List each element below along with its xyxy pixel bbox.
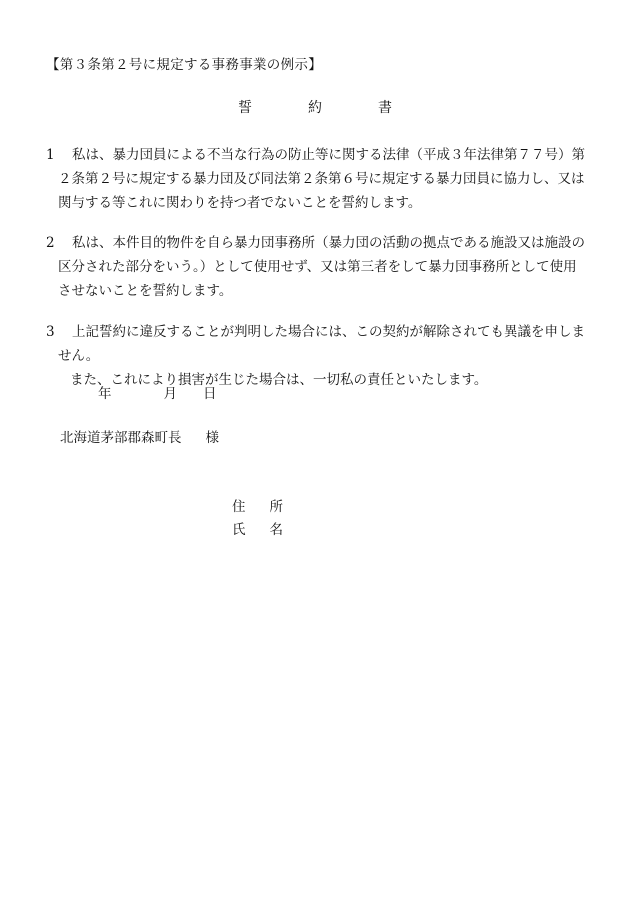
clause-line	[46, 320, 606, 344]
clause-line: ２条第２号に規定する暴力団及び同法第２条第６号に規定する暴力団員に協力し、又は	[58, 171, 585, 187]
label-char: 氏	[232, 522, 246, 538]
clause-line: せん。	[58, 348, 100, 364]
signer-name-label	[232, 520, 283, 540]
title-char: 約	[308, 100, 350, 116]
signer-address-label	[232, 497, 283, 517]
clause-line: させないことを誓約します。	[58, 283, 233, 299]
clause-number: 3	[46, 324, 55, 340]
clause-line: また、これにより損害が生じた場合は、一切私の責任といたします。	[70, 372, 488, 388]
label-char: 名	[269, 522, 283, 538]
clause-text: 私は、暴力団員による不当な行為の防止等に関する法律（平成３年法律第７７号）第	[72, 147, 585, 163]
label-char: 住	[232, 499, 246, 515]
clause-line: 区分された部分をいう。）として使用せず、又は第三者をして暴力団事務所として使用	[58, 259, 577, 275]
addressee-name: 北海道茅部郡森町長	[60, 430, 182, 446]
date-year-label: 年	[98, 386, 112, 402]
clause-text: 上記誓約に違反することが判明した場合には、この契約が解除されても異議を申しま	[72, 324, 585, 340]
clause-3	[46, 320, 606, 392]
clause-1	[46, 143, 606, 215]
clause-text: 私は、本件目的物件を自ら暴力団事務所（暴力団の活動の拠点である施設又は施設の	[72, 235, 585, 251]
label-char: 所	[269, 499, 283, 515]
clause-line	[46, 231, 606, 255]
date-day-label: 日	[203, 386, 217, 402]
title-char: 書	[378, 100, 420, 116]
date-month-label: 月	[163, 386, 177, 402]
clause-line: 関与する等これに関わりを持つ者でないことを誓約します。	[58, 195, 422, 211]
document-title	[0, 98, 630, 118]
document-heading: 【第３条第２号に規定する事務事業の例示】	[46, 57, 322, 73]
clause-2	[46, 231, 606, 303]
addressee-honorific: 様	[205, 430, 219, 446]
clause-number: 2	[46, 235, 55, 251]
addressee	[60, 428, 219, 448]
clause-number: 1	[46, 147, 55, 163]
date-line	[98, 384, 217, 404]
clause-line	[46, 143, 606, 167]
title-char: 誓	[238, 100, 280, 116]
